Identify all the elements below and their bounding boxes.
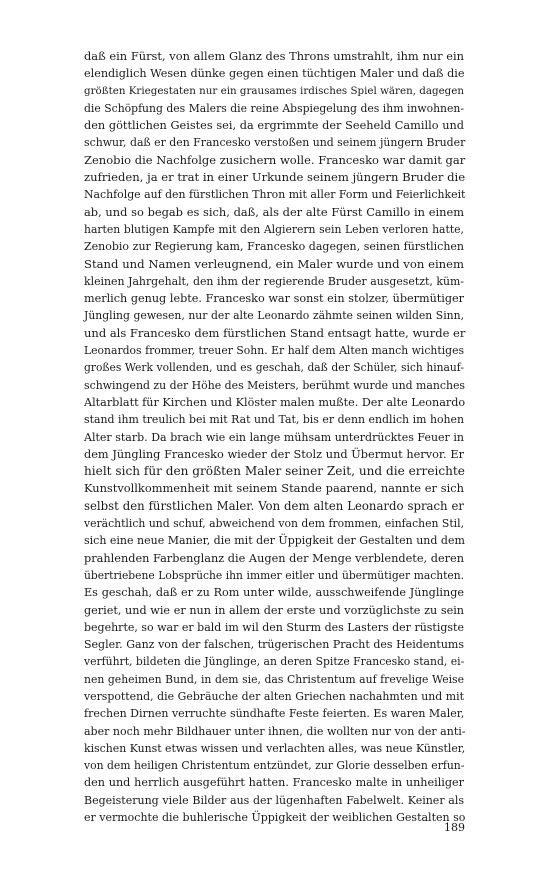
text-line: kischen Kunst etwas wissen und verlachten alles, was neue Künstler, [84,741,466,755]
text-line: Nachfolge auf den fürstlichen Thron mit aller Form und Feierlichkeit [84,188,466,202]
text-line: daß ein Fürst, von allem Glanz des Throns umstrahlt, ihm nur ein [84,49,464,63]
text-line: Leonardos frommer, treuer Sohn. Er half dem Alten manch wichtiges [84,344,464,358]
text-line: von dem heiligen Christentum entzündet, zur Glorie desselben erfun- [84,759,465,773]
text-line: elendiglich Wesen dünke gegen einen tüchtigen Maler und daß die [84,67,465,81]
text-line: stand ihm treulich bei mit Rat und Tat, bis er denn endlich im hohen [84,413,464,427]
text-line: prahlenden Farbenglanz die Augen der Menge verblendete, deren [84,551,464,565]
text-line: den und herrlich ausgeführt hatten. Francesko malte in unheiliger [84,776,464,790]
text-line: Stand und Namen verleugnend, ein Maler wurde und von einem [84,256,464,271]
text-line: Begeisterung viele Bilder aus der lügenhaften Fabelwelt. Keiner als [84,793,464,807]
text-line: merlich genug lebte. Francesko war sonst ein stolzer, übermütiger [84,292,464,306]
text-line: kleinen Jahrgehalt, den ihm der regierende Bruder ausgesetzt, küm- [84,274,464,288]
text-line: er vermochte die buhlerische Üppigkeit der weiblichen Gestalten so [84,811,466,825]
text-line: dem Jüngling Francesko wieder der Stolz und Übermut hervor. Er [84,447,464,461]
text-line: Kunstvollkommenheit mit seinem Stande paarend, nannte er sich [84,481,464,496]
text-line: verspottend, die Gebräuche der alten Griechen nachahmten und mit [84,689,464,703]
text-line: Altarblatt für Kirchen und Klöster malen mußte. Der alte Leonardo [84,395,466,409]
text-line: Alter starb. Da brach wie ein lange mühsam unterdrücktes Feuer in [84,430,464,444]
text-line: Segler. Ganz von der falschen, trügerischen Pracht des Heidentums [84,638,464,652]
text-line: selbst den fürstlichen Maler. Von dem alten Leonardo sprach er [84,498,464,513]
text-line: schwingend zu der Höhe des Meisters, berühmt wurde und manches [84,378,466,392]
text-line: verführt, bildeten die Jünglinge, an deren Spitze Francesko stand, ei- [84,655,465,669]
text-line: nen geheimen Bund, in dem sie, das Christentum auf frevelige Weise [84,672,464,686]
text-line: großes Werk vollenden, und es geschah, daß der Schüler, sich hinauf- [84,361,464,375]
page-number: 189 [444,821,465,834]
text-line: ab, und so begab es sich, daß, als der alte Fürst Camillo in einem [84,204,464,219]
text-line: den göttlichen Geistes sei, da ergrimmte der Seeheld Camillo und [84,119,464,133]
text-line: übertriebene Lobsprüche ihn immer eitler und übermütiger machten. [84,568,464,582]
text-line: und als Francesko dem fürstlichen Stand entsagt hatte, wurde er [84,325,466,340]
text-line: Zenobio zur Regierung kam, Francesko dagegen, seinen fürstlichen [84,240,464,254]
text-line: die Schöpfung des Malers die reine Abspiegelung des ihm inwohnen- [84,101,464,115]
text-line: aber noch mehr Bildhauer unter ihnen, die wollten nur von der anti- [84,724,466,738]
text-line: Es geschah, daß er zu Rom unter wilde, ausschweifende Jünglinge [84,586,464,600]
text-line: sich eine neue Manier, die mit der Üppigkeit der Gestalten und dem [84,534,465,548]
text-line: harten blutigen Kampfe mit den Algierern sein Leben verloren hatte, [84,222,464,236]
text-line: frechen Dirnen verruchte sündhafte Feste feierten. Es waren Maler, [84,707,465,721]
body-text [84,48,464,826]
text-line: begehrte, so war er bald im wil den Sturm des Lasters der rüstigste [84,620,464,634]
text-line: geriet, und wie er nun in allem der erste und vorzüglichste zu sein [84,603,464,617]
text-line: schwur, daß er den Francesko verstoßen und seinem jüngern Bruder [84,136,466,150]
text-line: Zenobio die Nachfolge zusichern wolle. Francesko war damit gar [84,152,466,167]
text-line: hielt sich für den größten Maler seiner Zeit, und die erreichte [84,464,465,479]
text-line: zufrieden, ja er trat in einer Urkunde seinem jüngern Bruder die [84,170,466,185]
text-line: größten Kriegestaten nur ein grausames irdisches Spiel wären, dagegen [84,84,464,97]
text-line: verächtlich und schuf, abweichend von dem frommen, einfachen Stil, [84,517,464,531]
text-line: Jüngling gewesen, nur der alte Leonardo zähmte seinen wilden Sinn, [84,309,464,323]
